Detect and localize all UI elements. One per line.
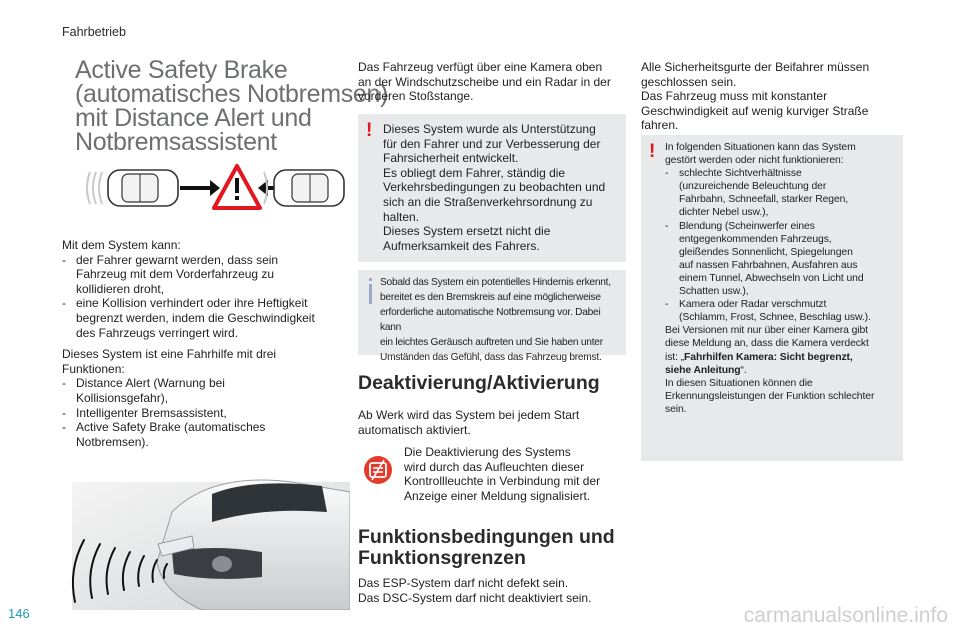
heading-conditions: Funktionsbedingungen und Funktionsgrenzen [358,526,615,569]
list-item: - Intelligenter Bremsassistent, [62,406,347,421]
watermark: carmanualsonline.info [743,604,948,627]
brake-warning-indicator-icon [363,455,393,485]
conditions-text: Das ESP-System darf nicht defekt sein. Das DSC-System darf nicht deaktiviert sein. [358,576,592,605]
col1-capabilities [62,238,347,449]
list-item: - Kamera oder Radar verschmutzt (Schlamm, Frost, Schnee, Beschlag usw.). [665,298,901,324]
message-reference: ist: „Fahrhilfen Kamera: Sicht begrenzt, [665,351,853,363]
page-number: 146 [8,606,30,621]
warning-box [358,114,626,262]
limitations-text: In folgenden Situationen kann das System gestört werden oder nicht funktionieren: - schlechte Sichtverhältnisse (unzureichende Beleuchtung der Fahrbahn, Schneefall, starker Regen, dichter Nebel usw.), - Blendung (Scheinwerfer eines entgegenkommenden Fahrzeugs, gleißendes Sonnenlicht, Spiegelungen auf nassen Fahrbahnen, Ausfahren aus einem Tunnel, Abwechseln von Licht und Schatten usw.), - Kamera oder Radar verschmutzt (Schlamm, Frost, Schnee, Beschlag usw.). Bei Versionen mit nur über einer Kamera gibt diese Meldung an, dass die Kamera verdeckt ist: „Fahrhilfen Kamera: Sicht begrenzt, siehe Anleitung“. In diesen Situationen können die Erkennungsleistungen der Funktion schlechter sein. [665,141,901,416]
list-item: - eine Kollision verhindert oder ihre Heftigkeit begrenzt werden, indem die Geschwindigkeit des Fahrzeugs verringert wird. [62,296,347,340]
title-line: Active Safety Brake [75,56,288,84]
title-line: mit Distance Alert und [75,104,312,132]
warning-exclamation-icon: ! [649,141,656,162]
list-item: - Blendung (Scheinwerfer eines entgegenkommenden Fahrzeugs, gleißendes Sonnenlicht, Spiegelungen auf nassen Fahrbahnen, Ausfahren aus einem Tunnel, Abwechseln von Licht und Schatten usw.), [665,220,901,299]
car-warning-illustration [78,160,348,216]
paragraph: Dieses System ist eine Fahrhilfe mit drei [62,347,277,362]
warning-exclamation-icon: ! [366,120,373,141]
info-text: Sobald das System ein potentielles Hindernis erkennt, bereitet es den Bremskreis auf eine möglicherweise erforderliche automatische Notbremsung vor. Dabei kann ein leichtes Geräusch auftreten und Sie haben unter Umständen das Gefühl, dass das Fahrzeug bremst. [380,277,611,363]
list-item: - schlechte Sichtverhältnisse (unzureichende Beleuchtung der Fahrbahn, Schneefall, starker Regen, dichter Nebel usw.), [665,167,901,219]
factory-text: Ab Werk wird das System bei jedem Start automatisch aktiviert. [358,408,580,437]
paragraph: Mit dem System kann: [62,238,181,252]
title-line: (automatisches Notbremsen) [75,80,389,108]
page-title [75,56,389,156]
car-radar-photo [62,452,350,610]
col3-intro: Alle Sicherheitsgurte der Beifahrer müssen geschlossen sein. Das Fahrzeug muss mit konstanter Geschwindigkeit auf wenig kurviger Straße fahren. [641,60,870,133]
list-item: - der Fahrer gewarnt werden, dass sein Fahrzeug mit dem Vorderfahrzeug zu kollidieren droht, [62,253,347,297]
paragraph: Funktionen: [62,361,125,376]
list-item: - Active Safety Brake (automatisches Notbremsen). [62,420,347,449]
title-line: Notbremsassistent [75,128,277,156]
deactivation-description: Die Deaktivierung des Systems wird durch das Aufleuchten dieser Kontrollleuchte in Verbindung mit der Anzeige einer Meldung signalisiert. [404,445,601,503]
warning-text: Dieses System wurde als Unterstützung für den Fahrer und zur Verbesserung der Fahrsicherheit entwickelt. Es obliegt dem Fahrer, ständig die Verkehrsbedingungen zu beobachten und sich an die Straßenverkehrsordnung zu halten. Dieses System ersetzt nicht die Aufmerksamkeit des Fahrers. [383,122,606,253]
limitations-box [641,135,903,461]
col2-intro: Das Fahrzeug verfügt über eine Kamera oben an der Windschutzscheibe und ein Radar in der vorderen Stoßstange. [358,60,611,104]
list-item: - Distance Alert (Warnung bei Kollisionsgefahr), [62,376,347,405]
section-label: Fahrbetrieb [62,25,126,39]
heading-deactivation: Deaktivierung/Aktivierung [358,372,600,394]
info-box [358,270,626,363]
